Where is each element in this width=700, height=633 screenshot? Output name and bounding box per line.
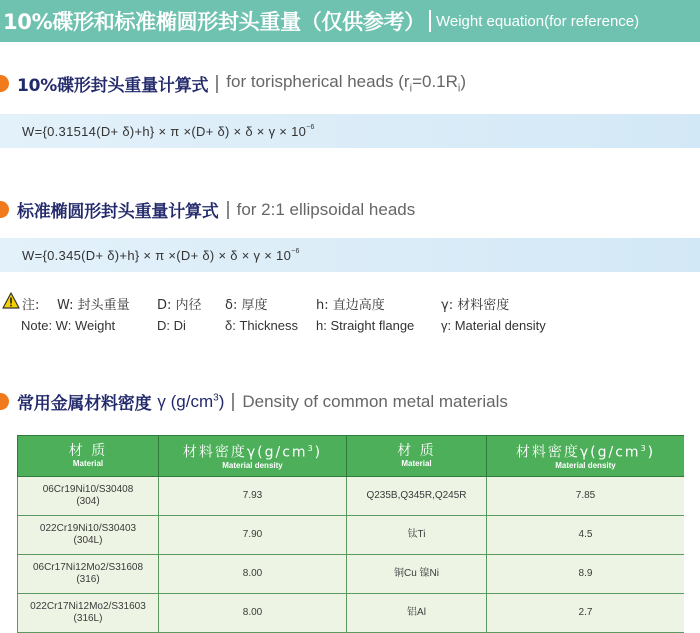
density-table bbox=[17, 435, 684, 633]
section-torispherical-title bbox=[0, 71, 466, 96]
note-h-cn: h: 直边高度 bbox=[316, 298, 385, 313]
warning-icon bbox=[2, 292, 20, 309]
table-row bbox=[18, 516, 685, 555]
cell-density: 8.00 bbox=[159, 555, 347, 594]
section-ellipsoidal-title bbox=[0, 197, 415, 222]
note-label-cn: 注: bbox=[22, 298, 40, 313]
section-density-title bbox=[0, 389, 508, 414]
formula-ellipsoidal bbox=[0, 238, 700, 272]
section-title-unit: γ $(g/cm^3)$ bbox=[157, 391, 225, 411]
note-gamma-en: γ: Material density bbox=[441, 318, 546, 333]
section-divider bbox=[227, 201, 229, 219]
density-table-wrap bbox=[17, 435, 684, 633]
note-h-en: h: Straight flange bbox=[316, 318, 415, 333]
cell-density: 4.5 bbox=[487, 516, 685, 555]
note-w-cn: W: 封头重量 bbox=[57, 298, 130, 313]
formula-text: $W=\{0.31514(D+ \delta)+h\} \times \pi \times(D+ \delta) \times \delta \times \gamma \times 10^{-6}$ bbox=[22, 123, 315, 139]
notes-cn-row bbox=[0, 294, 700, 314]
section-title-cn: 标准椭圆形封头重量计算式 bbox=[17, 202, 219, 222]
cell-density: 8.9 bbox=[487, 555, 685, 594]
note-label-en: Note: W: Weight bbox=[21, 318, 116, 333]
cell-material: 铜Cu 镍Ni bbox=[347, 555, 487, 594]
header-density: 材料密度$\gamma(g/cm^3)$ Material density bbox=[487, 436, 685, 477]
note-thickness-en: δ: Thickness bbox=[225, 318, 298, 333]
table-row bbox=[18, 477, 685, 516]
section-divider bbox=[232, 393, 234, 411]
note-d-en: D: Di bbox=[157, 318, 186, 333]
table-row bbox=[18, 594, 685, 633]
section-title-en: Density of common metal materials bbox=[242, 391, 508, 411]
cell-density: 8.00 bbox=[159, 594, 347, 633]
section-divider bbox=[216, 75, 218, 93]
section-bullet-icon bbox=[0, 393, 9, 410]
formula-text: $W=\{0.345(D+ \delta)+h\} \times \pi \times(D+ \delta) \times \delta \times \gamma \times 10^{-6}$ bbox=[22, 247, 300, 263]
section-bullet-icon bbox=[0, 75, 9, 92]
formula-torispherical bbox=[0, 114, 700, 148]
header-material: 材 质 Material bbox=[347, 436, 487, 477]
page-header bbox=[0, 0, 700, 42]
table-row bbox=[18, 555, 685, 594]
cell-density: 7.93 bbox=[159, 477, 347, 516]
note-d-cn: D: 内径 bbox=[157, 298, 202, 313]
cell-material: 022Cr17Ni12Mo2/S31603 (316L) bbox=[18, 594, 159, 633]
section-title-cn: 10%碟形封头重量计算式 bbox=[17, 76, 209, 96]
cell-material: 06Cr17Ni12Mo2/S31608 (316) bbox=[18, 555, 159, 594]
cell-material: 06Cr19Ni10/S30408 (304) bbox=[18, 477, 159, 516]
section-title-cn: 常用金属材料密度 bbox=[17, 394, 152, 414]
page-title: 10%碟形和标准椭圆形封头重量（仅供参考） bbox=[3, 10, 425, 34]
section-title-en: for 2:1 ellipsoidal heads bbox=[236, 199, 416, 219]
cell-density: 2.7 bbox=[487, 594, 685, 633]
note-gamma-cn: γ: 材料密度 bbox=[441, 298, 510, 313]
section-title-en: for torispherical heads $(r_i=0.1R_i)$ bbox=[226, 72, 467, 95]
table-header-row bbox=[18, 436, 685, 477]
section-bullet-icon bbox=[0, 201, 9, 218]
cell-density: 7.90 bbox=[159, 516, 347, 555]
cell-material: 钛Ti bbox=[347, 516, 487, 555]
title-divider bbox=[429, 10, 431, 32]
notes-en-row bbox=[0, 318, 700, 338]
cell-density: 7.85 bbox=[487, 477, 685, 516]
page-subtitle: Weight equation(for reference) bbox=[435, 12, 640, 30]
header-material: 材 质 Material bbox=[18, 436, 159, 477]
header-density: 材料密度$\gamma(g/cm^3)$ Material density bbox=[159, 436, 347, 477]
cell-material: 022Cr19Ni10/S30403 (304L) bbox=[18, 516, 159, 555]
note-thickness-cn: δ: 厚度 bbox=[225, 298, 268, 313]
cell-material: Q235B,Q345R,Q245R bbox=[347, 477, 487, 516]
cell-material: 铝Al bbox=[347, 594, 487, 633]
